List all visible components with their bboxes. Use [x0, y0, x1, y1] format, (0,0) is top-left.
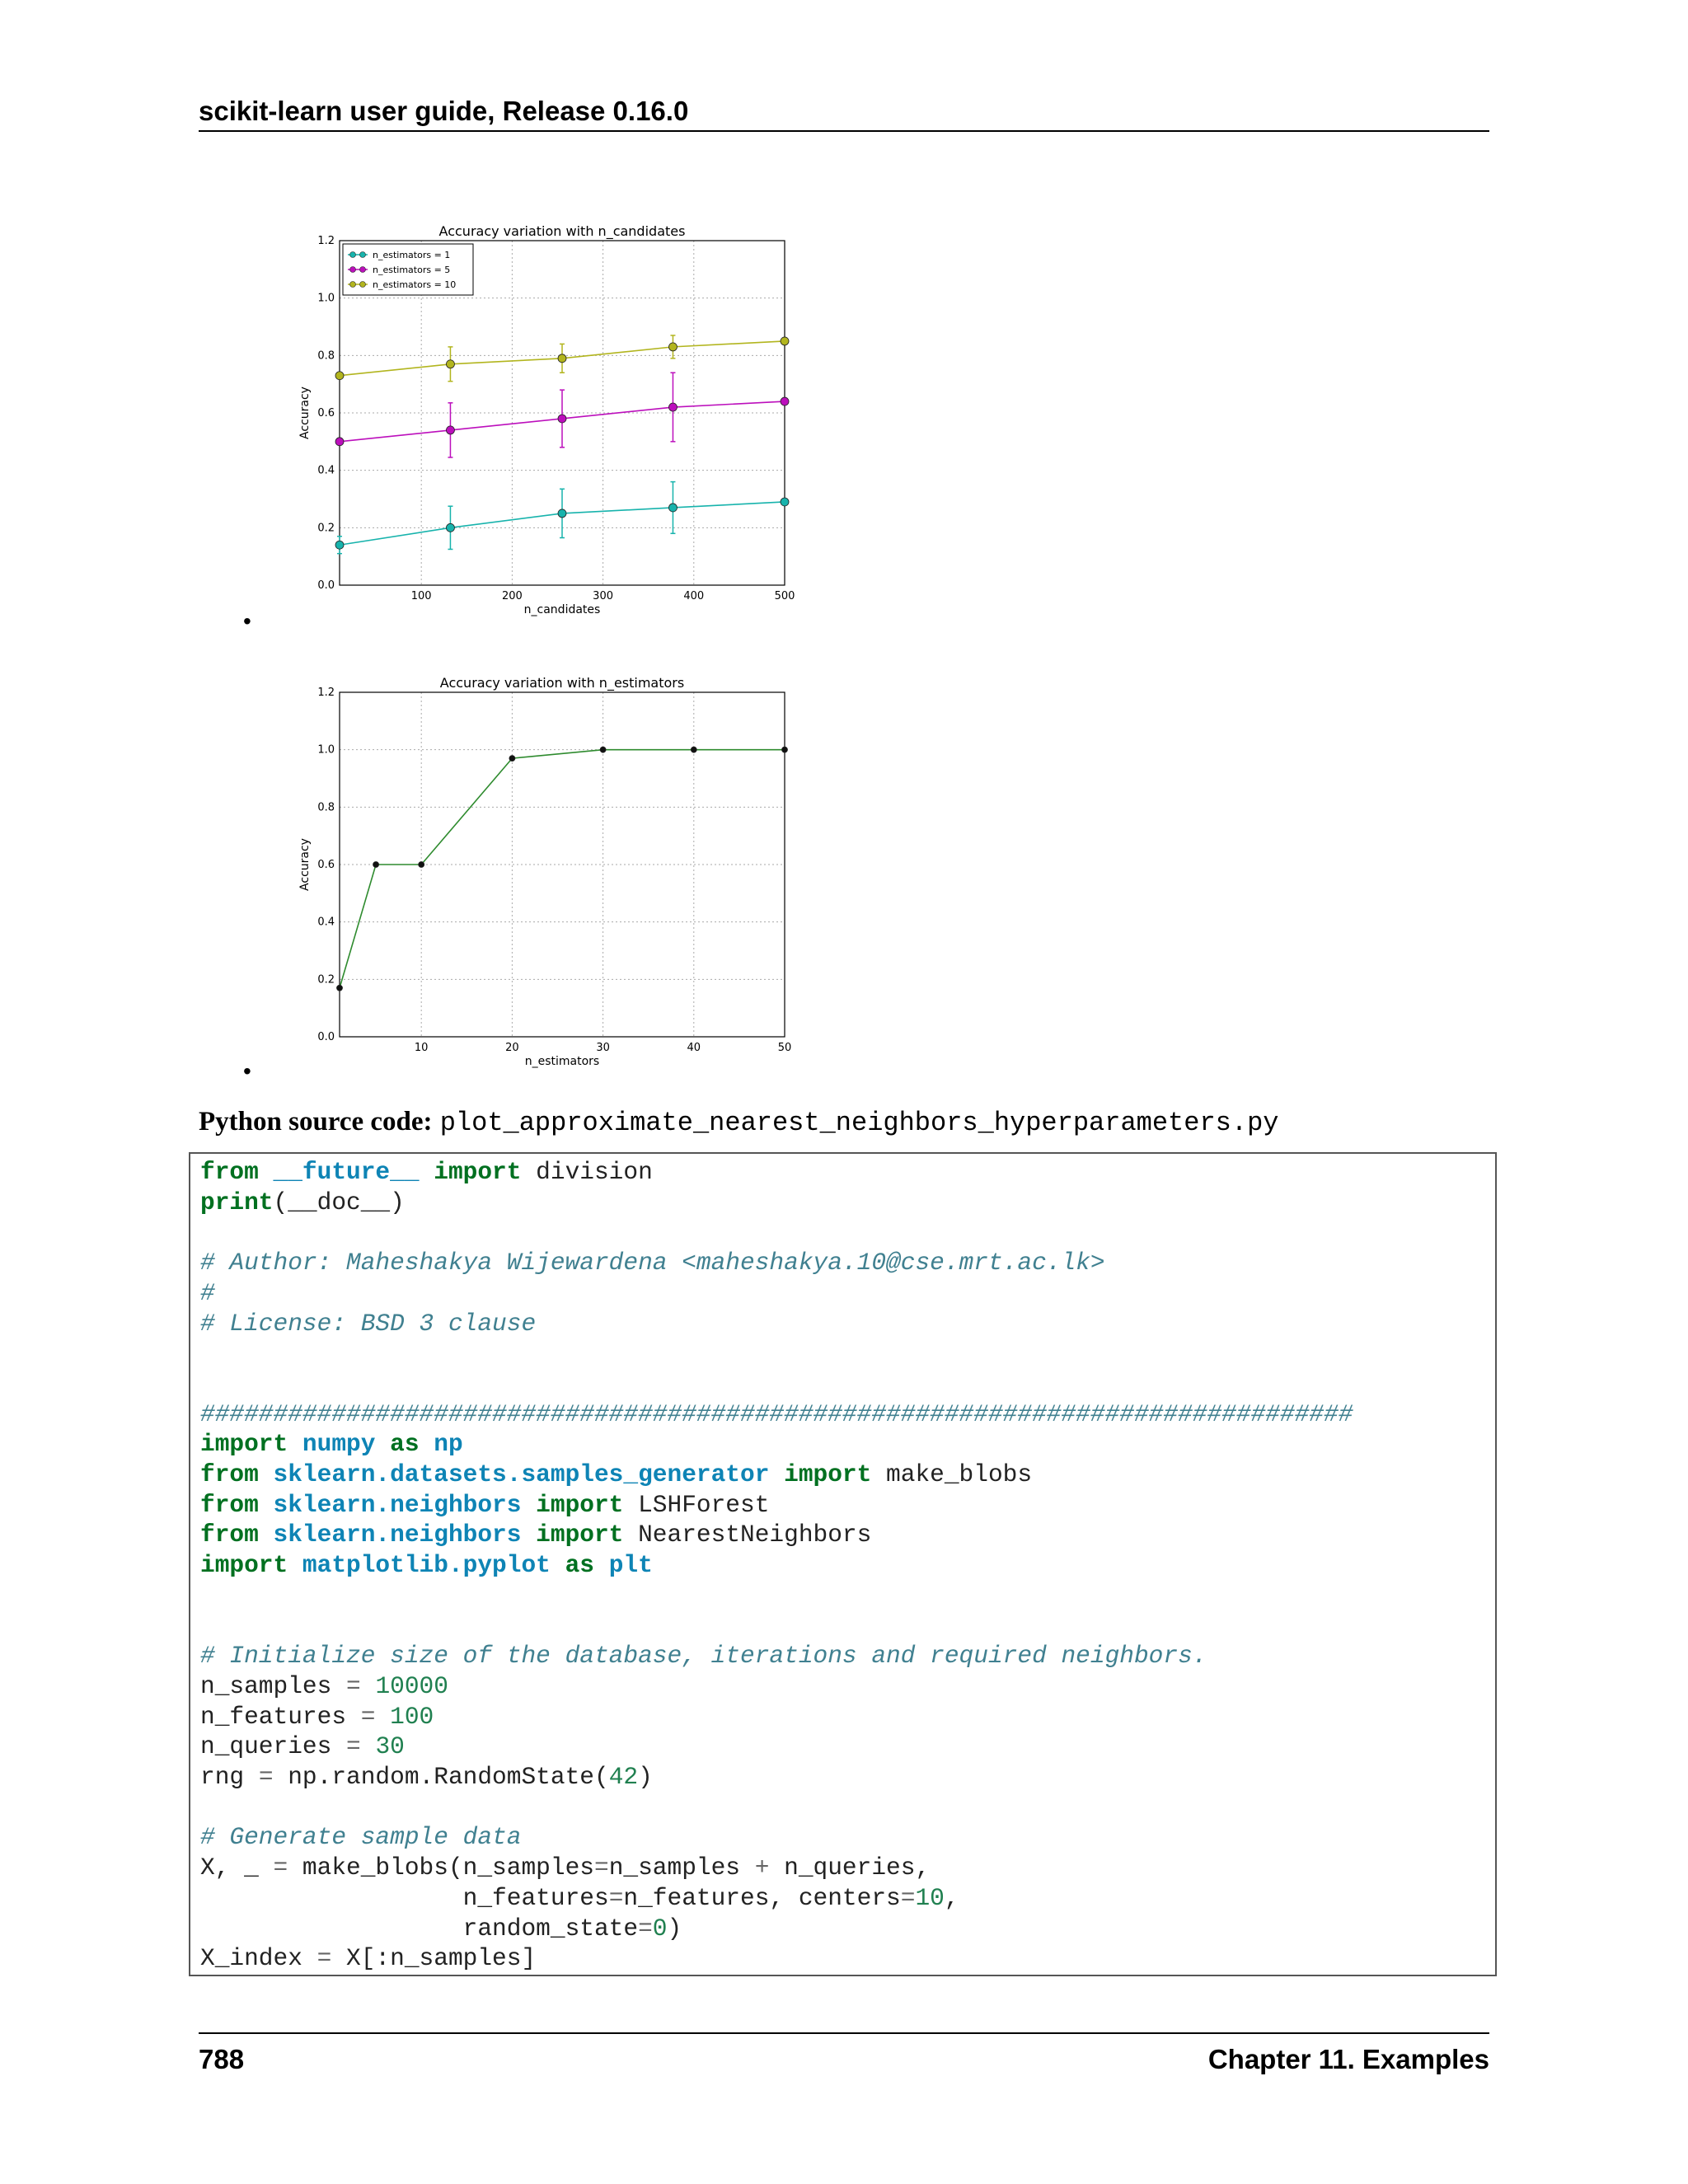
y-tick-label: 0.8	[317, 349, 335, 363]
code-token: 10000	[375, 1671, 448, 1700]
code-token: as	[390, 1430, 420, 1459]
y-tick-label: 0.0	[317, 1031, 335, 1043]
code-token: # Generate sample data	[200, 1823, 522, 1852]
code-token: print	[200, 1188, 274, 1216]
code-token: 42	[608, 1763, 639, 1792]
code-token: import	[536, 1521, 624, 1549]
x-tick-label: 200	[501, 590, 523, 602]
code-token: import	[784, 1460, 872, 1489]
code-token: )	[638, 1763, 653, 1792]
code-token	[769, 1460, 784, 1488]
data-point	[335, 372, 344, 380]
data-point	[691, 747, 696, 752]
data-point	[446, 523, 454, 532]
code-token: numpy	[302, 1430, 376, 1459]
data-point	[668, 504, 677, 512]
code-token: =	[346, 1671, 361, 1700]
code-token: =	[258, 1763, 274, 1792]
code-token	[420, 1158, 434, 1186]
x-tick-label: 400	[683, 590, 705, 602]
code-token	[420, 1430, 434, 1458]
code-token: 100	[390, 1702, 434, 1731]
data-point	[668, 403, 677, 411]
data-point	[419, 862, 424, 868]
data-point	[446, 360, 454, 368]
data-point	[335, 438, 344, 446]
code-line	[200, 1944, 536, 1972]
code-token: sklearn.neighbors	[273, 1490, 522, 1519]
code-token: n_features	[200, 1883, 609, 1912]
code-token	[259, 1521, 274, 1549]
page-footer	[199, 2032, 1489, 2083]
list-bullet: •	[243, 1058, 251, 1084]
x-tick-label: 300	[593, 590, 614, 602]
y-axis-label: Accuracy	[298, 838, 312, 891]
code-line	[200, 1763, 653, 1791]
code-token: matplotlib.pyplot	[302, 1551, 551, 1580]
y-axis-label: Accuracy	[298, 387, 312, 439]
code-token: n_samples	[608, 1854, 755, 1882]
code-line	[200, 1823, 521, 1851]
code-token: =	[346, 1732, 361, 1761]
data-point	[781, 397, 789, 405]
code-listing	[190, 1154, 1495, 1974]
code-line	[200, 1642, 1207, 1670]
source-code-caption	[199, 1103, 1278, 1141]
series-line	[340, 750, 785, 988]
header-title: scikit-learn user guide, Release 0.16.0	[199, 96, 689, 126]
x-tick-label: 40	[687, 1042, 701, 1054]
page-number: 788	[199, 2044, 245, 2074]
legend-label: n_estimators = 10	[373, 279, 457, 290]
code-line	[200, 1310, 536, 1338]
chart-title: Accuracy variation with n_estimators	[439, 675, 685, 691]
code-token: =	[638, 1914, 653, 1943]
source-filename[interactable]: plot_approximate_nearest_neighbors_hyperparameters.py	[439, 1108, 1279, 1138]
data-point	[668, 343, 677, 351]
code-token: n_samples	[200, 1671, 347, 1700]
code-token	[551, 1551, 565, 1579]
code-line	[200, 1158, 653, 1186]
chart-accuracy-vs-n-candidates	[280, 214, 808, 626]
legend-label: n_estimators = 1	[373, 250, 451, 260]
code-token: np	[434, 1430, 463, 1459]
code-token: from	[200, 1521, 259, 1549]
code-line	[200, 1672, 448, 1700]
code-token: =	[273, 1854, 288, 1882]
data-point	[600, 747, 606, 752]
code-token: n_features	[200, 1702, 361, 1731]
code-token	[259, 1460, 274, 1488]
code-token	[521, 1491, 536, 1519]
code-token: # Initialize size of the database, iterations and required neighbors.	[200, 1642, 1207, 1671]
data-point	[781, 337, 789, 345]
data-point	[781, 498, 789, 506]
data-point	[782, 747, 788, 752]
code-token: NearestNeighbors	[623, 1521, 872, 1549]
list-bullet: •	[243, 608, 251, 634]
code-token: LSHForest	[623, 1490, 770, 1519]
code-token	[259, 1158, 274, 1186]
code-token: random_state	[200, 1914, 639, 1943]
legend-swatch-marker	[360, 267, 366, 273]
code-token: make_blobs	[871, 1460, 1033, 1489]
x-axis-label: n_estimators	[524, 1055, 600, 1068]
y-tick-label: 0.6	[317, 407, 335, 419]
code-token: # Author: Maheshakya Wijewardena <maheshakya.10@cse.mrt.ac.lk>	[200, 1249, 1105, 1277]
code-token: import	[200, 1430, 288, 1459]
x-tick-label: 20	[505, 1042, 519, 1054]
chart-2-svg	[280, 666, 808, 1078]
code-token: +	[754, 1854, 770, 1882]
code-token: import	[536, 1490, 624, 1519]
y-tick-label: 0.8	[317, 801, 335, 814]
chart-title: Accuracy variation with n_candidates	[438, 223, 686, 239]
code-token: n_queries	[200, 1732, 347, 1761]
chart-accuracy-vs-n-estimators	[280, 666, 808, 1078]
legend-swatch-marker	[350, 252, 356, 258]
code-token	[521, 1521, 536, 1549]
y-tick-label: 1.2	[317, 235, 335, 247]
code-token: sklearn.datasets.samples_generator	[273, 1460, 770, 1489]
x-tick-label: 100	[410, 590, 432, 602]
code-token	[375, 1703, 390, 1731]
code-line	[200, 1703, 434, 1731]
code-token: =	[608, 1883, 624, 1912]
code-token: 0	[652, 1914, 668, 1943]
y-tick-label: 0.6	[317, 859, 335, 871]
code-token: # License: BSD 3 clause	[200, 1309, 537, 1338]
code-token: plt	[608, 1551, 653, 1580]
code-token	[259, 1491, 274, 1519]
data-point	[558, 509, 566, 518]
data-point	[373, 862, 379, 868]
code-token: from	[200, 1460, 259, 1489]
source-label: Python source code:	[199, 1107, 433, 1137]
code-token: import	[200, 1551, 288, 1580]
code-token: (__doc__)	[273, 1188, 405, 1216]
code-token: n_queries,	[769, 1854, 931, 1882]
code-token: from	[200, 1158, 259, 1186]
code-token: division	[521, 1158, 653, 1186]
code-token	[288, 1430, 302, 1458]
y-tick-label: 0.4	[317, 916, 335, 929]
data-point	[446, 426, 454, 434]
y-tick-label: 0.2	[317, 973, 335, 987]
x-tick-label: 10	[414, 1042, 429, 1054]
data-point	[558, 354, 566, 363]
code-line	[200, 1460, 1032, 1488]
data-point	[335, 541, 344, 549]
code-line	[200, 1521, 871, 1549]
code-token: from	[200, 1490, 259, 1519]
chart-1-svg	[280, 214, 808, 626]
y-tick-label: 1.0	[317, 743, 335, 757]
code-line	[200, 1884, 959, 1912]
x-tick-label: 30	[596, 1042, 610, 1054]
code-token: =	[316, 1944, 332, 1973]
y-tick-label: 0.4	[317, 464, 335, 477]
y-tick-label: 0.2	[317, 522, 335, 535]
code-token: ###############################################################################	[200, 1399, 1353, 1428]
running-header	[199, 92, 1489, 132]
legend-swatch-marker	[350, 267, 356, 273]
y-tick-label: 0.0	[317, 579, 335, 592]
code-token: =	[593, 1854, 609, 1882]
legend-label: n_estimators = 5	[373, 265, 451, 275]
code-token: sklearn.neighbors	[273, 1521, 522, 1549]
code-token	[375, 1430, 390, 1458]
code-token: X, _	[200, 1854, 274, 1882]
code-token: #	[200, 1278, 215, 1307]
chapter-title: Chapter 11. Examples	[1207, 2044, 1489, 2074]
legend-swatch-marker	[350, 282, 356, 288]
code-token: 30	[375, 1732, 405, 1761]
code-line	[200, 1915, 682, 1943]
y-tick-label: 1.2	[317, 687, 335, 699]
x-tick-label: 50	[777, 1042, 792, 1054]
code-token: X_index	[200, 1944, 317, 1973]
code-token: n_features, centers	[623, 1883, 901, 1912]
code-token: as	[565, 1551, 594, 1580]
legend-swatch-marker	[360, 252, 366, 258]
code-token: rng	[200, 1763, 259, 1792]
code-line	[200, 1430, 463, 1458]
code-token: ,	[944, 1883, 959, 1912]
code-token	[361, 1732, 376, 1760]
code-line	[200, 1551, 653, 1579]
code-line	[200, 1732, 405, 1760]
code-token: np.random.RandomState(	[273, 1763, 609, 1792]
code-block	[189, 1152, 1497, 1976]
y-tick-label: 1.0	[317, 292, 335, 305]
code-token: )	[667, 1914, 682, 1943]
code-line	[200, 1854, 930, 1882]
data-point	[337, 985, 343, 991]
code-token: import	[434, 1158, 522, 1186]
code-token	[288, 1551, 302, 1579]
code-token	[594, 1551, 609, 1579]
code-token: make_blobs(n_samples	[288, 1854, 594, 1882]
code-line	[200, 1491, 769, 1519]
code-token: __future__	[273, 1158, 420, 1186]
data-point	[558, 415, 566, 423]
code-line	[200, 1279, 215, 1307]
code-token: =	[360, 1702, 376, 1731]
code-token: X[:n_samples]	[331, 1944, 537, 1973]
code-token: =	[900, 1883, 916, 1912]
data-point	[509, 756, 515, 762]
code-token: 10	[915, 1883, 945, 1912]
code-line	[200, 1188, 405, 1216]
legend-swatch-marker	[360, 282, 366, 288]
code-line	[200, 1249, 1105, 1277]
x-axis-label: n_candidates	[523, 603, 601, 616]
code-line	[200, 1400, 1353, 1428]
x-tick-label: 500	[774, 590, 795, 602]
code-token	[361, 1672, 376, 1700]
